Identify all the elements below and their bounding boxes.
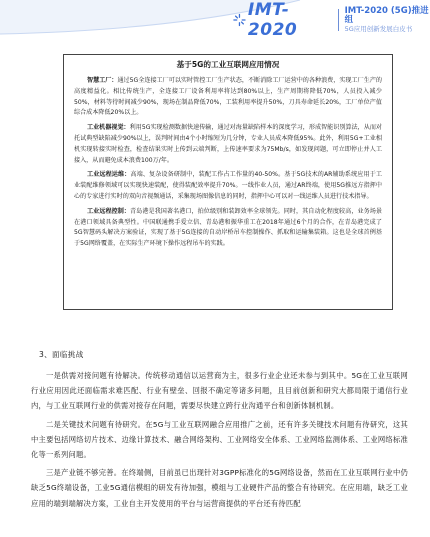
body-paragraph-industry-chain: 三是产业链不够完善。在终端侧，目前虽已出现针对3GPP标准化的5G网络设备，然而在工业互联网行业中仍缺乏5G终端设备，工业5G通信模组的研发有待加强，模组与工业硬件产品的整合有待研究。在应用端，缺乏工业应用的端到端解决方案，工业自主开发使用的平台与运营商提供的平台还有待匹配 (31, 468, 408, 508)
logo-subtitle-line2: 5G应用创新发展白皮书 (344, 25, 413, 34)
header-banner (0, 0, 430, 42)
imt2020-logo (233, 0, 430, 40)
case-text-remote-control: 青岛港是我国著名港口，拍位级别和装卸效率全球领先。同时，其自动化程度较高，业务场景在港口领域具备典型性。中国联通携手爱立信、青岛港和振华重工在2018年通过6个月的合作，在青岛港完成了5G智慧码头解决方案验证，实现了基于5G连接的自动岸桥吊车控制操作、抓取和运输集装箱。这也是全球首例基于5G网络覆盖，在实际生产环境下操作远程吊车的实践。 (74, 207, 383, 248)
logo-text: IMT-2020 (247, 0, 298, 40)
case-lead-machine-vision: 工业机器视觉： (87, 124, 130, 132)
logo-subtitle-line1: IMT-2020 (5G)推进组 (344, 5, 429, 26)
logo-separator (338, 9, 339, 31)
case-text-remote-maintenance: 高端、复杂设备研制中，装配工作占工作量的40-50%。基于5G技术的AR辅助系统应用于工业装配维修领域可以实现快速装配，使得装配效率提升70%。一线作业人员，通过AR终端，使用5G推远方指挥中心的专家进行实时的双向音视频通话，采集现场图像信息的同时，指挥中心可以对一线运维人员进行技术指导。 (74, 171, 383, 200)
case-lead-smart-factory: 智慧工厂： (87, 77, 118, 84)
case-paragraph-remote-control (74, 207, 382, 250)
logo-burst-icon (233, 13, 246, 27)
case-paragraph-smart-factory (74, 76, 382, 119)
case-text-machine-vision: 利用5G实现检测数据快速传输，通过对海量缺陷样本的深度学习，形成智能识别算法，从而对托试典型缺陷减少90%以上，误判时间由4个小时缩短为几分钟，专业人员成本降低95%。此外，利用5G+工业相机实现转接实时检查，检查结果实时上传到云端判断，上传速率要求为75Mb/s，如发现问题，可立即停止并人工接入，从而避免成本浪费100万/年。 (74, 124, 383, 164)
logo-subtitle (345, 7, 430, 34)
body-paragraph-supply-demand: 一是供需对接问题有待解决。传统移动通信以运营商为主，很多行业企业还未参与到其中。5G在工业互联网行业应用因此还面临需求难匹配、行业有壁垒、回报不确定等诸多问题，且目前创新和研究大都局限于通信行业内，与工业互联网行业的供需对接存在问题，需要尽快建立跨行业沟通平台和创新体制机制。 (31, 371, 408, 411)
section-heading-challenges: 3、面临挑战 (39, 350, 84, 359)
case-box-title: 基于5G的工业互联网应用情况 (176, 60, 280, 69)
body-paragraph-key-technology: 二是关键技术问题有待研究。在5G与工业互联网融合应用推广之前，还有许多关键技术问题有待研究，这其中主要包括网络切片技术、边缘计算技术、融合网络架构、工业网络安全体系、工业网络监测体系、工业网络标准化等一系列问题。 (31, 419, 408, 460)
case-text-smart-factory: 通过5G全连接工厂可以实时管控工厂生产状态，不断消除工厂运营中的各种浪费，实现工厂生产的高度精益化。相比传统生产，全连接工厂设备利用率将达到80%以上，生产周期将降低70%，人员投入减少50%，材料等待时间减少90%，现场在制品降低70%，工装利用率提升50%，刀具寿命延长20%，工厂单位产值综合成本降低20%以上。 (74, 77, 383, 117)
case-lead-remote-control: 工业远程控制： (87, 207, 131, 215)
body-section (31, 349, 408, 514)
case-study-box (63, 54, 393, 310)
case-lead-remote-maintenance: 工业远程运维： (87, 171, 131, 179)
case-paragraph-remote-maintenance (74, 170, 382, 202)
case-paragraph-machine-vision (74, 123, 382, 166)
